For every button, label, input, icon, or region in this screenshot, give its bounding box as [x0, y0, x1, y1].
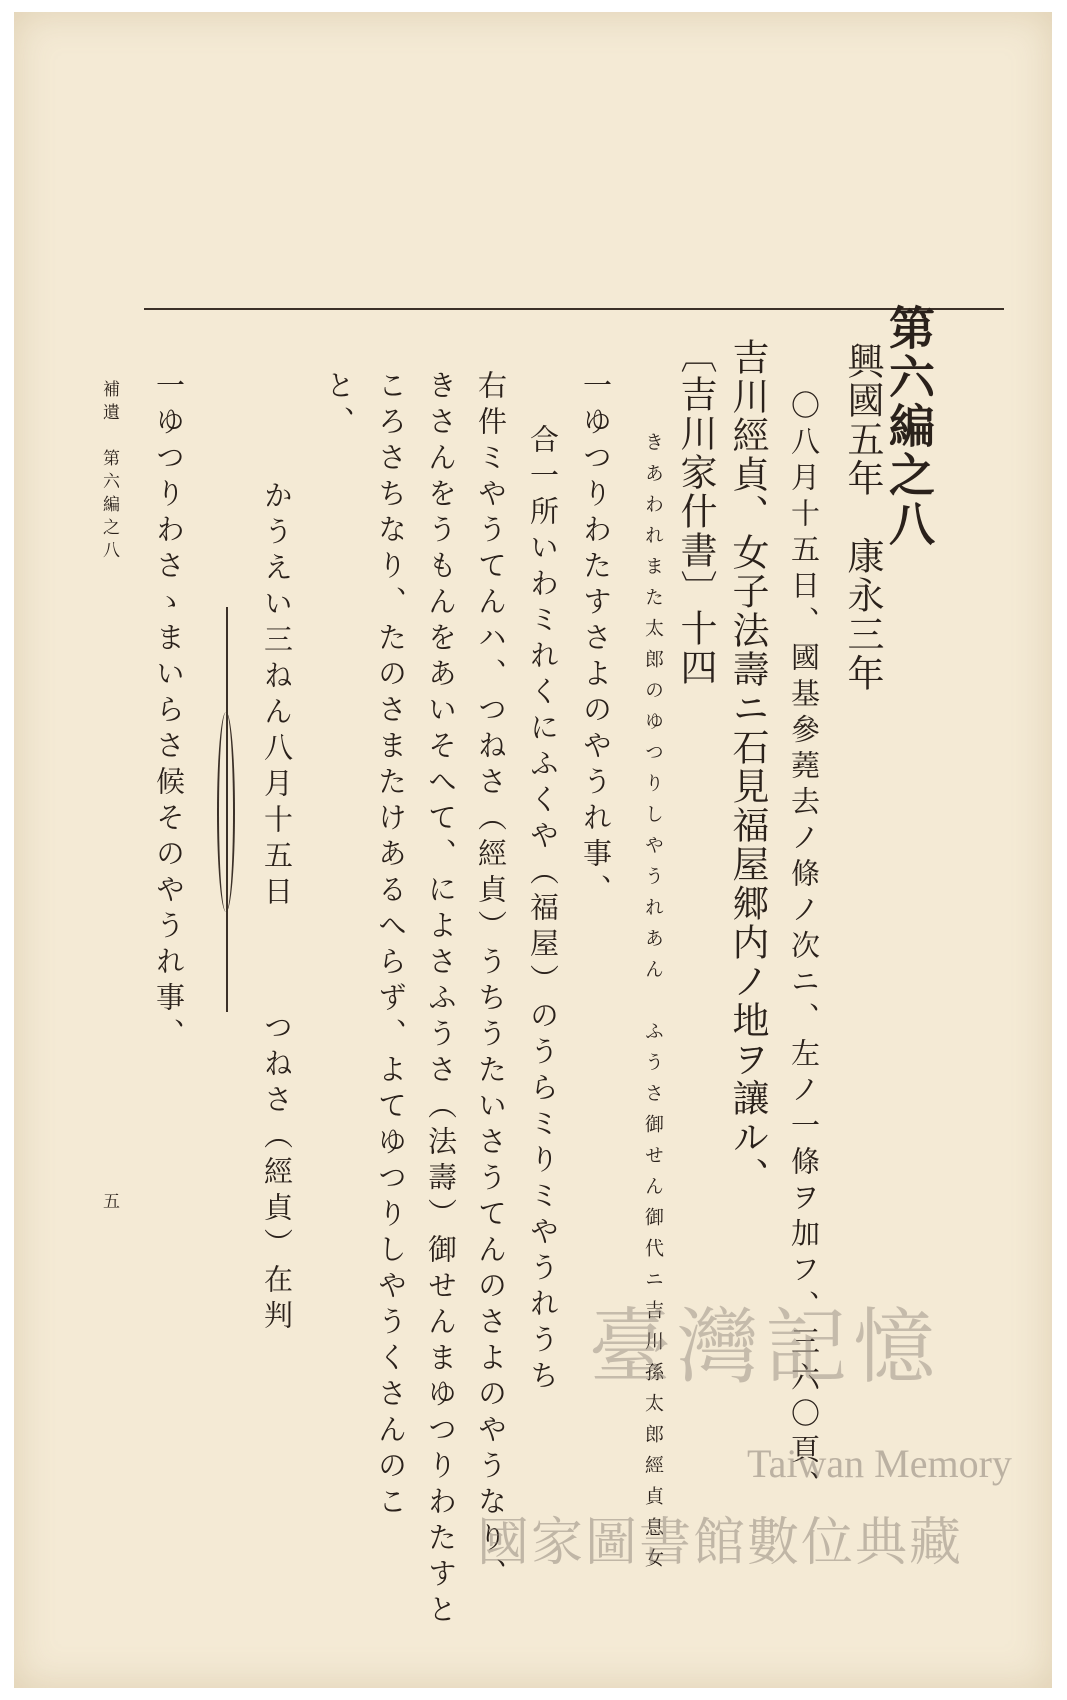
doc-line: 合一所いわミれくにふくや（福屋）のうらミりミやうれうち [526, 424, 560, 1396]
doc-signature: つねさ（經貞）在判 [260, 1012, 294, 1336]
doc-line: と、 [322, 370, 356, 442]
top-rule [144, 308, 1004, 310]
page-number: 五 [99, 1192, 119, 1215]
doc-date: かうえい三ねん八月十五日 [260, 480, 294, 912]
note-line: 〇八月十五日、國基參蕘去ノ條ノ次ニ、左ノ一條ヲ加フ、三六〇頁、 [787, 390, 821, 1506]
next-doc-line: 一ゆつりわさゝまいらさ候そのやうれ事、 [152, 370, 186, 1054]
entry-headline: 吉川經貞、女子法壽ニ石見福屋郷内ノ地ヲ讓ル、 [726, 338, 769, 1196]
divider-ornament [217, 712, 235, 912]
running-title: 補遺 第六編之八 [99, 380, 119, 564]
doc-line: ころさちなり、たのさまたけあるへらず、よてゆつりしやうくさんのこ [374, 370, 408, 1522]
doc-line: 右件ミやうてんハ、つねさ（經貞）うちうたいさうてんのさよのやうなり、 [474, 370, 508, 1594]
watermark-english: Taiwan Memory [747, 1441, 1012, 1486]
part-title: 第六編之八 [882, 304, 936, 549]
doc-line: きさんをうもんをあいそへて、によさふうさ（法壽）御せんまゆつりわたすと [424, 370, 458, 1630]
document-page [14, 12, 1052, 1688]
doc-line: 一ゆつりわたすさよのやうれ事、 [579, 370, 613, 910]
watermark-chinese: 臺灣記憶 [589, 1300, 942, 1395]
source-title: 〔吉川家什書〕十四 [674, 336, 717, 687]
watermark-library: 國家圖書館數位典藏 [477, 1513, 964, 1573]
address-line: きあわれまた太郎のゆつりしやうれあん ふうさ御せん御代ニ吉川孫太郎經貞息女 [642, 432, 664, 1579]
era-heading: 興國五年 康永三年 [841, 342, 884, 693]
